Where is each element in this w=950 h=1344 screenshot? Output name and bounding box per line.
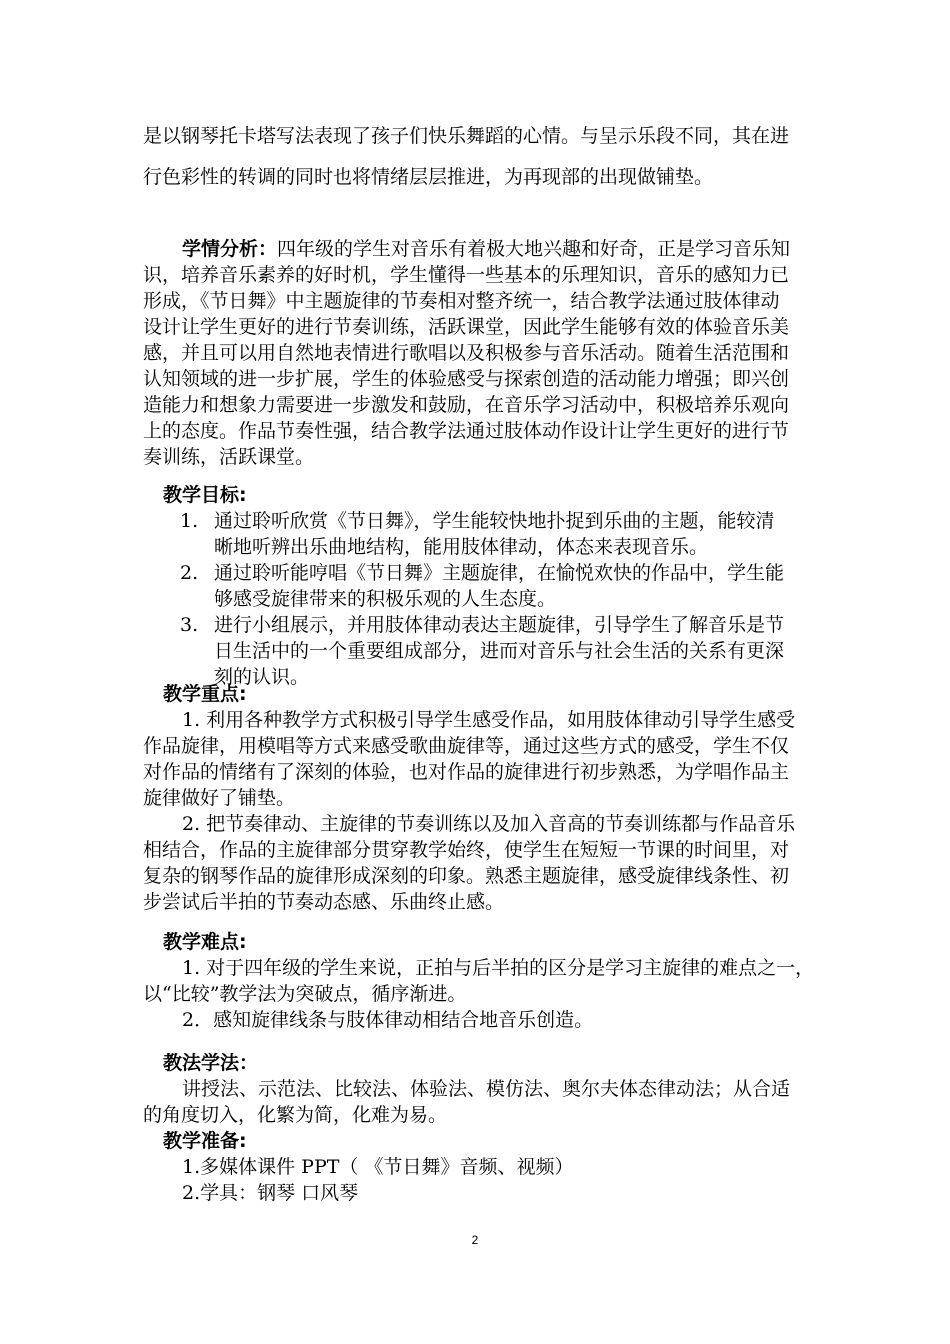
- keypoint-line: 步尝试后半拍的节奏动态感、乐曲终止感。: [143, 891, 505, 913]
- goals-heading: 教学目标:: [163, 484, 247, 506]
- goal-item: 进行小组展示，并用肢体律动表达主题旋律，引导学生了解音乐是节: [214, 614, 785, 636]
- goal-item: 通过聆听欣赏《节日舞》，学生能较快地扑捉到乐曲的主题，能较清: [214, 510, 775, 532]
- difficulty-line: 2．感知旋律线条与肢体律动相结合地音乐创造。: [182, 1009, 594, 1031]
- keypoint-line: 对作品的情绪有了深刻的体验，也对作品的旋律进行初步熟悉，为学唱作品主: [143, 761, 790, 783]
- keypoint-line: 旋律做好了铺垫。: [143, 787, 296, 809]
- goal-item: 日生活中的一个重要组成部分，进而对音乐与社会生活的关系有更深: [214, 640, 785, 662]
- analysis-line: 上的态度。作品节奏性强，结合教学法通过肢体动作设计让学生更好的进行节: [143, 420, 790, 442]
- keypoint-line: 相结合，作品的主旋律部分贯穿教学始终，使学生在短短一节课的时间里，对: [143, 839, 790, 861]
- intro-line: 行色彩性的转调的同时也将情绪层层推进，为再现部的出现做铺垫。: [143, 166, 714, 188]
- difficulty-line: 以“比较”教学法为突破点，循序渐进。: [143, 983, 467, 1005]
- analysis-line: 设计让学生更好的进行节奏训练，活跃课堂，因此学生能够有效的体验音乐美: [143, 316, 790, 338]
- keypoint-line: 复杂的钢琴作品的旋律形成深刻的印象。熟悉主题旋律，感受旋律线条性、初: [143, 865, 790, 887]
- methods-heading: 教法学法：: [163, 1052, 259, 1074]
- difficulty-line: 1. 对于四年级的学生来说，正拍与后半拍的区分是学习主旋律的难点之一，: [182, 957, 815, 979]
- keypoint-line: 1. 利用各种教学方式积极引导学生感受作品，如用肢体律动引导学生感受: [182, 709, 796, 731]
- analysis-line: 感，并且可以用自然地表情进行歌唱以及积极参与音乐活动。随着生活范围和: [143, 342, 790, 364]
- analysis-line: 识，培养音乐素养的好时机，学生懂得一些基本的乐理知识，音乐的感知力已: [143, 264, 790, 286]
- page-number: 2: [471, 1233, 479, 1247]
- goal-number: 1.: [180, 510, 199, 532]
- keypoint-line: 作品旋律，用模唱等方式来感受歌曲旋律等，通过这些方式的感受，学生不仅: [143, 735, 790, 757]
- analysis-text: 四年级的学生对音乐有着极大地兴趣和好奇，正是学习音乐知: [277, 238, 791, 260]
- goal-item: 够感受旋律带来的积极乐观的人生态度。: [214, 588, 557, 610]
- difficulties-heading: 教学难点:: [163, 931, 247, 953]
- methods-line: 讲授法、示范法、比较法、体验法、模仿法、奥尔夫体态律动法；从合适: [182, 1078, 791, 1100]
- analysis-line: 认知领域的进一步扩展，学生的体验感受与探索创造的活动能力增强；即兴创: [143, 368, 790, 390]
- goal-item: 刻的认识。: [214, 666, 310, 688]
- analysis-heading: 学情分析：: [182, 238, 278, 260]
- intro-line: 是以钢琴托卡塔写法表现了孩子们快乐舞蹈的心情。与呈示乐段不同，其在进: [143, 125, 790, 147]
- methods-line: 的角度切入，化繁为简，化难为易。: [143, 1104, 448, 1126]
- prep-line: 1.多媒体课件 PPT（ 《节日舞》音频、视频）: [182, 1156, 574, 1178]
- goal-item: 晰地听辨出乐曲地结构，能用肢体律动，体态来表现音乐。: [214, 536, 709, 558]
- prep-heading: 教学准备:: [163, 1130, 247, 1152]
- keypoint-line: 2. 把节奏律动、主旋律的节奏训练以及加入音高的节奏训练都与作品音乐: [182, 813, 796, 835]
- analysis-line: 造能力和想象力需要进一步激发和鼓励，在音乐学习活动中，积极培养乐观向: [143, 394, 790, 416]
- keypoints-heading: 教学重点:: [163, 683, 247, 705]
- analysis-first-line: [182, 236, 790, 262]
- goal-number: 2.: [180, 562, 199, 584]
- analysis-line: 形成，《节日舞》中主题旋律的节奏相对整齐统一，结合教学法通过肢体律动: [143, 290, 780, 312]
- analysis-line: 奏训练，活跃课堂。: [143, 446, 315, 468]
- goal-number: 3.: [180, 614, 199, 636]
- prep-line: 2.学具：钢琴 口风琴: [182, 1182, 359, 1204]
- goal-item: 通过聆听能哼唱《节日舞》主题旋律，在愉悦欢快的作品中，学生能: [214, 562, 785, 584]
